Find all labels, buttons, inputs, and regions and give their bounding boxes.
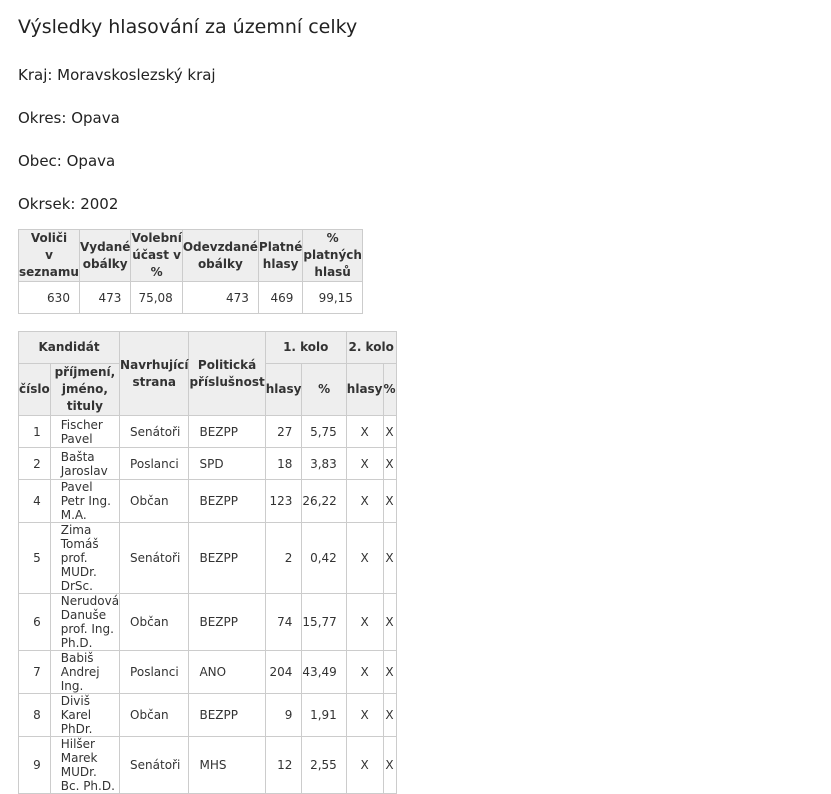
nominating-party: Občan <box>120 480 189 523</box>
round1-percent: 2,55 <box>302 737 346 794</box>
candidate-name: Zima Tomáš prof. MUDr. DrSc. <box>50 523 119 594</box>
nominating-party: Občan <box>120 594 189 651</box>
political-affiliation: SPD <box>189 448 265 480</box>
round2-percent: X <box>383 737 396 794</box>
political-affiliation: BEZPP <box>189 694 265 737</box>
political-affiliation: BEZPP <box>189 523 265 594</box>
round2-votes-header: hlasy <box>346 364 383 416</box>
round1-header: 1. kolo <box>265 332 346 364</box>
issued-envelopes-value: 473 <box>79 282 130 314</box>
nominating-party: Poslanci <box>120 448 189 480</box>
page-title: Výsledky hlasování za územní celky <box>18 16 358 38</box>
round1-percent: 15,77 <box>302 594 346 651</box>
round2-votes: X <box>346 480 383 523</box>
round1-percent: 3,83 <box>302 448 346 480</box>
party-header: Navrhující strana <box>120 332 189 416</box>
round2-percent: X <box>383 651 396 694</box>
valid-percent-header: % platných hlasů <box>303 230 363 282</box>
round1-votes: 123 <box>265 480 302 523</box>
candidate-number: 5 <box>19 523 51 594</box>
table-row <box>19 737 397 794</box>
political-affiliation: BEZPP <box>189 594 265 651</box>
round2-percent: X <box>383 594 396 651</box>
round2-percent: X <box>383 694 396 737</box>
candidate-name: Bašta Jaroslav <box>50 448 119 480</box>
round2-percent: X <box>383 523 396 594</box>
candidate-name: Pavel Petr Ing. M.A. <box>50 480 119 523</box>
submitted-envelopes-header: Odevzdané obálky <box>182 230 258 282</box>
round1-votes: 74 <box>265 594 302 651</box>
voters-value: 630 <box>19 282 80 314</box>
round2-percent-header: % <box>383 364 396 416</box>
round1-votes: 18 <box>265 448 302 480</box>
table-row <box>19 480 397 523</box>
candidate-group-header: Kandidát <box>19 332 120 364</box>
round2-votes: X <box>346 523 383 594</box>
name-header: příjmení, jméno, tituly <box>50 364 119 416</box>
political-affiliation: ANO <box>189 651 265 694</box>
round1-percent: 43,49 <box>302 651 346 694</box>
nominating-party: Senátoři <box>120 737 189 794</box>
valid-votes-header: Platné hlasy <box>258 230 302 282</box>
candidate-name: Hilšer Marek MUDr. Bc. Ph.D. <box>50 737 119 794</box>
round1-votes-header: hlasy <box>265 364 302 416</box>
round2-votes: X <box>346 594 383 651</box>
table-row <box>19 594 397 651</box>
candidate-number: 2 <box>19 448 51 480</box>
summary-values-row <box>19 282 363 314</box>
turnout-summary-table <box>18 229 363 314</box>
results-body <box>19 416 397 794</box>
valid-percent-value: 99,15 <box>303 282 363 314</box>
round2-votes: X <box>346 448 383 480</box>
candidate-name: Fischer Pavel <box>50 416 119 448</box>
round1-percent: 1,91 <box>302 694 346 737</box>
candidate-name: Diviš Karel PhDr. <box>50 694 119 737</box>
table-row <box>19 416 397 448</box>
nominating-party: Poslanci <box>120 651 189 694</box>
district-line: Okres: Opava <box>18 109 120 127</box>
valid-votes-value: 469 <box>258 282 302 314</box>
candidate-results-table <box>18 331 397 794</box>
nominating-party: Senátoři <box>120 523 189 594</box>
round2-percent: X <box>383 416 396 448</box>
candidate-number: 6 <box>19 594 51 651</box>
round1-percent: 5,75 <box>302 416 346 448</box>
political-affiliation: BEZPP <box>189 416 265 448</box>
candidate-number: 7 <box>19 651 51 694</box>
table-row <box>19 448 397 480</box>
nominating-party: Senátoři <box>120 416 189 448</box>
affiliation-header: Politická příslušnost <box>189 332 265 416</box>
round1-votes: 12 <box>265 737 302 794</box>
voters-header: Voliči v seznamu <box>19 230 80 282</box>
round2-percent: X <box>383 480 396 523</box>
submitted-envelopes-value: 473 <box>182 282 258 314</box>
political-affiliation: BEZPP <box>189 480 265 523</box>
round1-percent: 0,42 <box>302 523 346 594</box>
table-row <box>19 523 397 594</box>
municipality-line: Obec: Opava <box>18 152 116 170</box>
round1-votes: 9 <box>265 694 302 737</box>
table-row <box>19 651 397 694</box>
table-row <box>19 694 397 737</box>
candidate-name: Babiš Andrej Ing. <box>50 651 119 694</box>
round2-percent: X <box>383 448 396 480</box>
candidate-name: Nerudová Danuše prof. Ing. Ph.D. <box>50 594 119 651</box>
round1-votes: 27 <box>265 416 302 448</box>
round2-votes: X <box>346 694 383 737</box>
summary-header-row <box>19 230 363 282</box>
round2-header: 2. kolo <box>346 332 396 364</box>
round1-votes: 204 <box>265 651 302 694</box>
candidate-number: 9 <box>19 737 51 794</box>
precinct-line: Okrsek: 2002 <box>18 195 119 213</box>
candidate-number: 1 <box>19 416 51 448</box>
number-header: číslo <box>19 364 51 416</box>
issued-envelopes-header: Vydané obálky <box>79 230 130 282</box>
turnout-value: 75,08 <box>131 282 182 314</box>
round2-votes: X <box>346 651 383 694</box>
turnout-header: Volební účast v % <box>131 230 182 282</box>
region-line: Kraj: Moravskoslezský kraj <box>18 66 216 84</box>
round1-percent-header: % <box>302 364 346 416</box>
candidate-number: 8 <box>19 694 51 737</box>
results-group-header-row <box>19 332 397 364</box>
round1-votes: 2 <box>265 523 302 594</box>
round2-votes: X <box>346 416 383 448</box>
nominating-party: Občan <box>120 694 189 737</box>
candidate-number: 4 <box>19 480 51 523</box>
political-affiliation: MHS <box>189 737 265 794</box>
round1-percent: 26,22 <box>302 480 346 523</box>
round2-votes: X <box>346 737 383 794</box>
